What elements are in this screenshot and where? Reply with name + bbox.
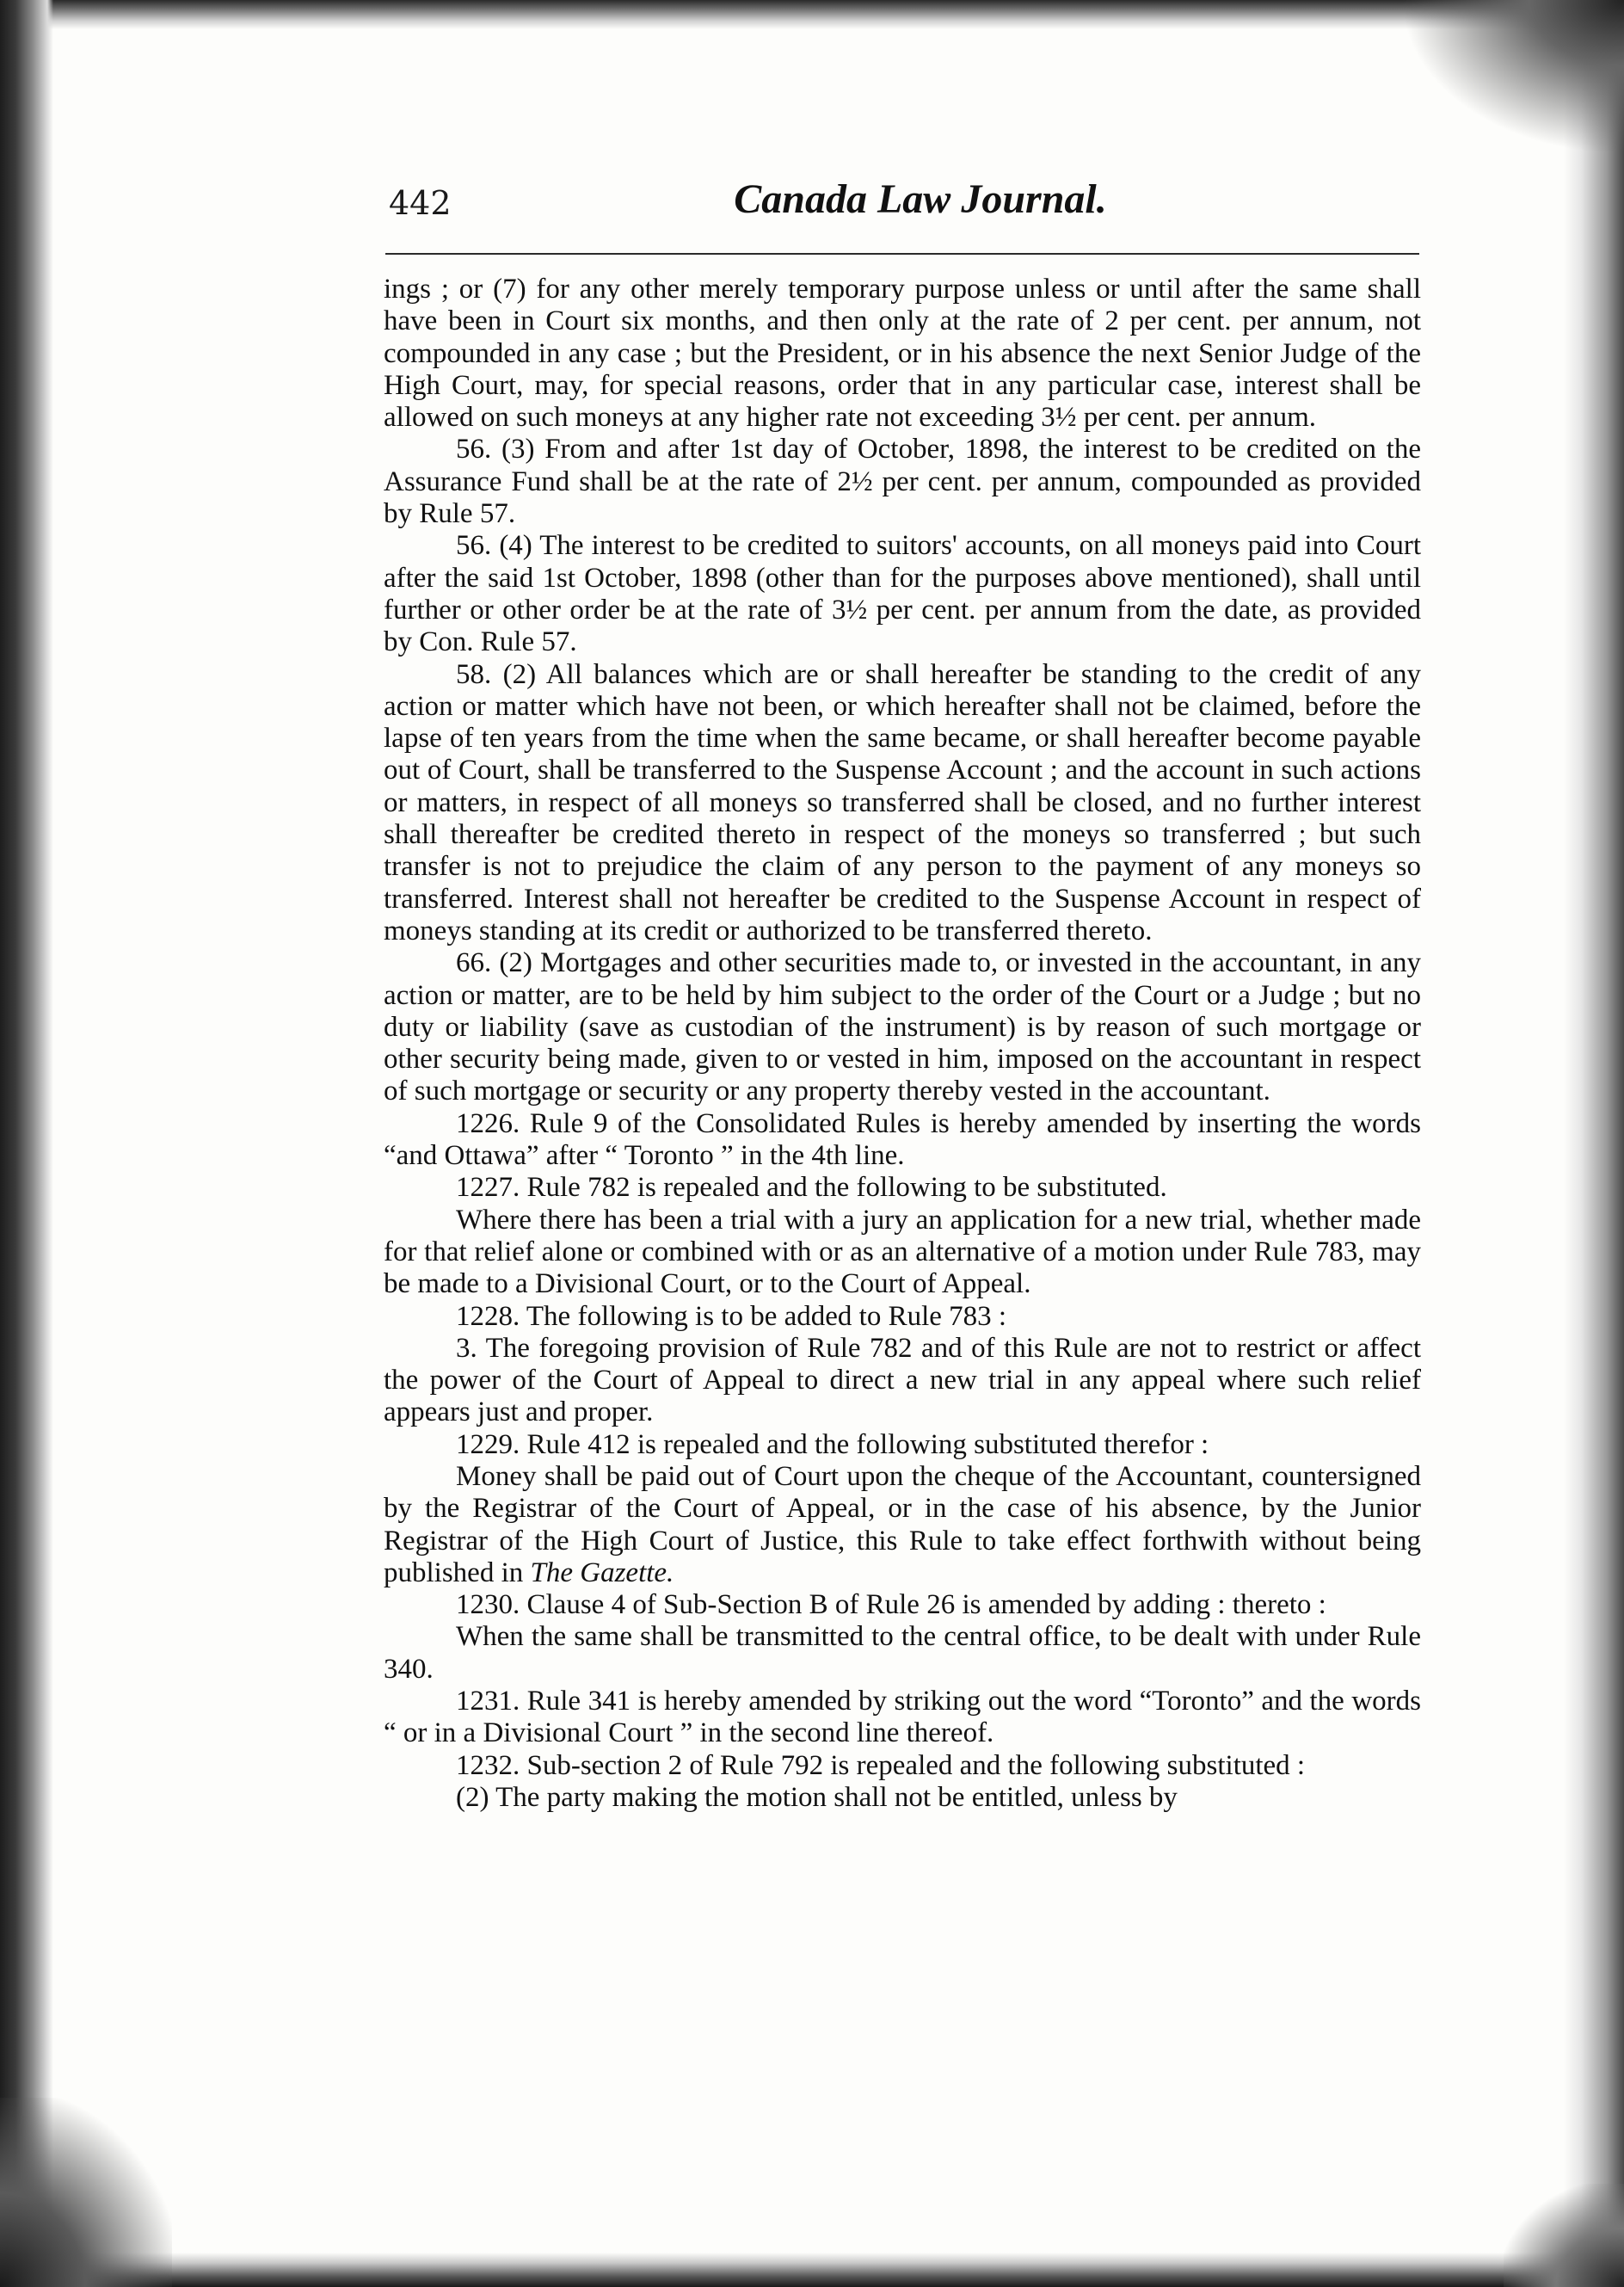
paragraph: 1228. The following is to be added to Rule 783 : bbox=[456, 1300, 1007, 1332]
paragraph: (2) The party making the motion shall not be entitled, unless by bbox=[456, 1781, 1178, 1813]
page-header bbox=[389, 176, 1418, 241]
body-text bbox=[384, 274, 1421, 1814]
scan-border-left bbox=[0, 0, 53, 2287]
paragraph: 3. The foregoing provision of Rule 782 and of this Rule are not to restrict or affect the power of the Court of Appeal to direct a new trial in any appeal where such relief appears just and proper. bbox=[384, 1332, 1421, 1428]
paragraph: ings ; or (7) for any other merely temporary purpose unless or until after the same shall have been in Court six months, and then only at the rate of 2 per cent. per annum, not compounded in any case ; but the President, or in his absence the next Senior Judge of the High Court, may, for special reasons, order that in any particular case, interest shall be allowed on such moneys at any higher rate not exceeding 3½ per cent. per annum. bbox=[384, 274, 1421, 434]
paragraph: 1231. Rule 341 is hereby amended by striking out the word “Toronto” and the words “ or in a Divisional Court ” in the second line thereof. bbox=[384, 1686, 1421, 1749]
paragraph: Money shall be paid out of Court upon the cheque of the Accountant, countersigned by the Registrar of the Court of Appeal, or in the case of his absence, by the Junior Registrar of the High Court of Justice, this Rule to take effect forthwith without being published in The Gazette. bbox=[384, 1460, 1421, 1588]
paragraph: 1229. Rule 412 is repealed and the following substituted therefor : bbox=[456, 1428, 1209, 1460]
paragraph: 1232. Sub-section 2 of Rule 792 is repealed and the following substituted : bbox=[456, 1749, 1306, 1781]
paragraph: Where there has been a trial with a jury an application for a new trial, whether made for that relief alone or combined with or as an alternative of a motion under Rule 783, may be made to a Divisional Court, or to the Court of Appeal. bbox=[384, 1204, 1421, 1300]
scan-border-top bbox=[0, 0, 1624, 29]
running-title: Canada Law Journal. bbox=[734, 176, 1107, 222]
scan-corner-bottom-right bbox=[1504, 2184, 1624, 2287]
scan-corner-bottom-left bbox=[0, 2098, 172, 2287]
paragraph: 56. (3) From and after 1st day of October, 1898, the interest to be credited on the Assurance Fund shall be at the rate of 2½ per cent. per annum, compounded as provided by Rule 57. bbox=[384, 434, 1421, 530]
paragraph: 56. (4) The interest to be credited to suitors' accounts, on all moneys paid into Court after the said 1st October, 1898 (other than for the purposes above mentioned), shall until further or other order be at the rate of 3½ per cent. per annum from the date, as provided by Con. Rule 57. bbox=[384, 530, 1421, 658]
scan-border-right bbox=[1564, 0, 1624, 2287]
paragraph: 1226. Rule 9 of the Consolidated Rules is hereby amended by inserting the words “and Ottawa” after “ Toronto ” in the 4th line. bbox=[384, 1107, 1421, 1172]
paragraph: 1227. Rule 782 is repealed and the following to be substituted. bbox=[456, 1172, 1167, 1204]
scan-corner-top-right bbox=[1400, 0, 1624, 155]
page-number: 442 bbox=[389, 184, 452, 222]
paragraph: 58. (2) All balances which are or shall hereafter be standing to the credit of any action or matter which have not been, or which hereafter shall not be claimed, before the lapse of ten years from the time when the same became, or shall hereafter become payable out of Court, shall be transferred to the Suspense Account ; and the account in such actions or matters, in respect of all moneys so transferred shall be closed, and no further interest shall thereafter be credited thereto in respect of the moneys so transferred ; but such transfer is not to prejudice the claim of any person to the payment of any moneys so transferred. Interest shall not hereafter be credited to the Suspense Account in respect of moneys standing at its credit or authorized to be transferred thereto. bbox=[384, 658, 1421, 946]
paragraph: 1230. Clause 4 of Sub-Section B of Rule 26 is amended by adding : thereto : bbox=[456, 1589, 1326, 1621]
paragraph: 66. (2) Mortgages and other securities made to, or invested in the accountant, in any action or matter, are to be held by him subject to the order of the Court or a Judge ; but no duty or liability (save as custodian of the instrument) is by reason of such mortgage or other security being made, given to or vested in him, imposed on the accountant in respect of such mortgage or security or any property thereby vested in the accountant. bbox=[384, 947, 1421, 1107]
scan-border-bottom bbox=[0, 2253, 1624, 2287]
paragraph: When the same shall be transmitted to the central office, to be dealt with under Rule 340. bbox=[384, 1621, 1421, 1685]
header-rule bbox=[385, 253, 1419, 255]
italic-reference: The Gazette. bbox=[530, 1557, 674, 1588]
